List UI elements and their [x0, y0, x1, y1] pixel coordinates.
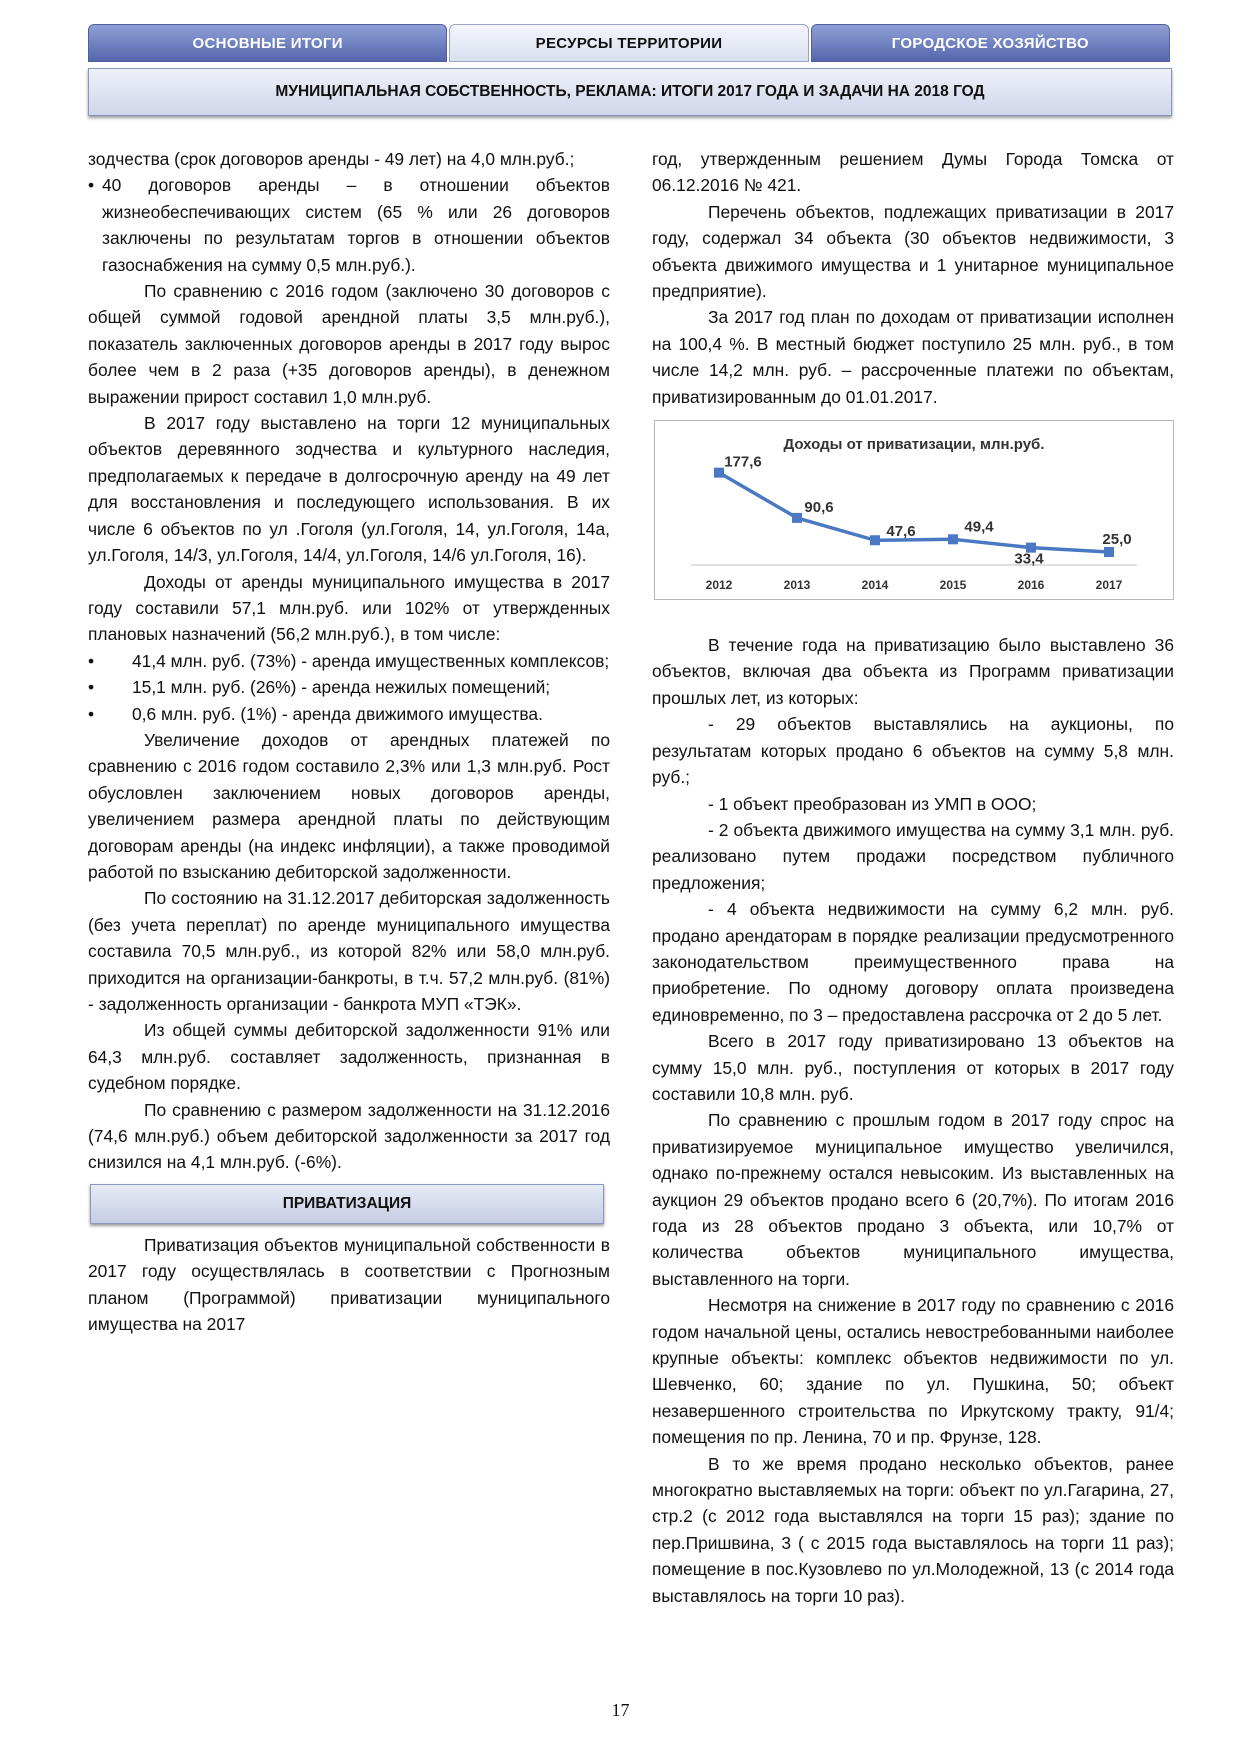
data-label-2016: 33,4	[1014, 550, 1044, 568]
data-label-2014: 47,6	[886, 523, 916, 541]
paragraph: Из общей суммы дебиторской задолженности 91% или 64,3 млн.руб. составляет задолженность, признанная в судебном порядке.	[88, 1020, 610, 1094]
page-title-banner: МУНИЦИПАЛЬНАЯ СОБСТВЕННОСТЬ, РЕКЛАМА: ИТОГИ 2017 ГОДА И ЗАДАЧИ НА 2018 ГОД	[88, 68, 1172, 116]
bullet-item	[88, 172, 610, 278]
paragraph: В то же время продано несколько объектов, ранее многократно выставляемых на торги: объект по ул.Гагарина, 27, стр.2 (с 2012 года выставлялся на торги 15 раз); здание по пер.Пришвина, 3 ( с 2015 года выставлялось на торги 11 раз); помещение в пос.Кузовлево по ул.Молодежной, 13 (с 2014 года выставлялось на торги 10 раз).	[652, 1453, 1174, 1606]
x-tick-label-2014: 2014	[861, 578, 889, 593]
x-tick-label-2015: 2015	[939, 578, 967, 593]
paragraph: Доходы от аренды муниципального имущества в 2017 году составили 57,1 млн.руб. или 102% от утвержденных плановых назначений (56,2 млн.руб.), в том числе:	[88, 571, 610, 645]
x-tick-label-2016: 2016	[1017, 578, 1045, 593]
chart-canvas	[655, 421, 1173, 599]
bullet-item	[88, 701, 610, 727]
left-column	[88, 146, 610, 1337]
bullet-marker: •	[88, 677, 95, 698]
paragraph: Несмотря на снижение в 2017 году по сравнению с 2016 годом начальной цены, остались невостребованными наиболее крупные объекты: комплекс объектов недвижимости по ул. Шевченко, 60; здание по ул. Пушкина, 50; объект незавершенного строительства по Иркутскому тракту, 91/4; помещения по пр. Ленина, 70 и пр. Фрунзе, 128.	[652, 1295, 1174, 1448]
paragraph: зодчества (срок договоров аренды - 49 лет) на 4,0 млн.руб.;	[88, 149, 575, 169]
bullet-text: 0,6 млн. руб. (1%) - аренда движимого имущества.	[132, 703, 543, 724]
paragraph: - 4 объекта недвижимости на сумму 6,2 млн. руб. продано арендаторам в порядке реализации предусмотренного законодательством преимущественного права на приобретение. По одному договору оплата произведена единовременно, по 3 – предоставлена рассрочка от 2 до 5 лет.	[652, 899, 1174, 1025]
bullet-text: 40 договоров аренды – в отношении объектов жизнеобеспечивающих систем (65 % или 26 договоров заключены по результатам торгов в отношении объектов газоснабжения на сумму 0,5 млн.руб.).	[102, 175, 610, 275]
data-point-2014	[870, 535, 880, 545]
privatization-income-chart	[654, 420, 1174, 600]
data-point-2013	[792, 513, 802, 523]
data-label-2012: 177,6	[724, 453, 762, 471]
bullet-text: 41,4 млн. руб. (73%) - аренда имущественных комплексов;	[132, 650, 610, 671]
paragraph: По сравнению с размером задолженности на 31.12.2016 (74,6 млн.руб.) объем дебиторской задолженности за 2017 год снизился на 4,1 млн.руб. (-6%).	[88, 1099, 610, 1173]
paragraph: Приватизация объектов муниципальной собственности в 2017 году осуществлялась в соответствии с Прогнозным планом (Программой) приватизации муниципального имущества на 2017	[88, 1234, 610, 1335]
paragraph: - 2 объекта движимого имущества на сумму 3,1 млн. руб. реализовано путем продажи посредством публичного предложения;	[652, 819, 1174, 893]
paragraph: - 1 объект преобразован из УМП в ООО;	[708, 793, 1037, 814]
paragraph: год, утвержденным решением Думы Города Томска от 06.12.2016 № 421.	[652, 149, 1174, 196]
paragraph: По сравнению с прошлым годом в 2017 году спрос на приватизируемое муниципальное имущество увеличился, однако по-прежнему остался невысоким. Из выставленных на аукцион 29 объектов продано всего 6 (20,7%). По итогам 2016 года из 28 объектов продано 3 объекта, или 10,7% от количества объектов муниципального имущества, выставленного на торги.	[652, 1110, 1174, 1289]
data-label-2013: 90,6	[804, 498, 834, 516]
tab-main-results[interactable]: ОСНОВНЫЕ ИТОГИ	[88, 24, 447, 62]
paragraph: В 2017 году выставлено на торги 12 муниципальных объектов деревянного зодчества и культурного наследия, предполагаемых к передаче в долгосрочную аренду на 49 лет для восстановления и последующего использования. В их числе 6 объектов по ул .Гоголя (ул.Гоголя, 14, ул.Гоголя, 14а, ул.Гоголя, 14/3, ул.Гоголя, 14/4, ул.Гоголя, 14/6 ул.Гоголя, 16).	[88, 413, 610, 566]
paragraph: В течение года на приватизацию было выставлено 36 объектов, включая два объекта из Программ приватизации прошлых лет, из которых:	[652, 635, 1174, 708]
bullet-item	[88, 674, 610, 700]
paragraph: Всего в 2017 году приватизировано 13 объектов на сумму 15,0 млн. руб., поступления от которых в 2017 году составили 10,8 млн. руб.	[652, 1031, 1174, 1104]
x-tick-label-2012: 2012	[705, 578, 733, 593]
section-heading-privatization: ПРИВАТИЗАЦИЯ	[90, 1184, 604, 1224]
x-tick-label-2017: 2017	[1095, 578, 1123, 593]
page-number: 17	[611, 1700, 630, 1720]
data-label-2017: 25,0	[1102, 531, 1132, 549]
paragraph: - 29 объектов выставлялись на аукционы, по результатам которых продано 6 объектов на сумму 5,8 млн. руб.;	[652, 714, 1174, 788]
bullet-marker: •	[88, 175, 95, 196]
data-point-2017	[1104, 547, 1114, 557]
data-label-2015: 49,4	[964, 518, 994, 536]
chart-title: Доходы от приватизации, млн.руб.	[783, 436, 1045, 454]
tab-territory-resources[interactable]: РЕСУРСЫ ТЕРРИТОРИИ	[449, 24, 808, 62]
tab-city-economy[interactable]: ГОРОДСКОЕ ХОЗЯЙСТВО	[811, 24, 1170, 62]
data-point-2015	[948, 534, 958, 544]
x-tick-label-2013: 2013	[783, 578, 811, 593]
bullet-text: 15,1 млн. руб. (26%) - аренда нежилых помещений;	[132, 677, 551, 698]
bullet-item	[88, 648, 610, 674]
section-tabs	[88, 24, 1172, 62]
bullet-marker: •	[88, 650, 95, 671]
paragraph: Перечень объектов, подлежащих приватизации в 2017 году, содержал 34 объекта (30 объектов недвижимости, 3 объекта движимого имущества и 1 унитарное муниципальное предприятие).	[652, 201, 1174, 302]
data-point-2012	[714, 468, 724, 478]
paragraph: За 2017 год план по доходам от приватизации исполнен на 100,4 %. В местный бюджет поступило 25 млн. руб., в том числе 14,2 млн. руб. – рассроченные платежи по объектам, приватизированным до 01.01.2017.	[652, 307, 1174, 407]
paragraph: По состоянию на 31.12.2017 дебиторская задолженность (без учета переплат) по аренде муниципального имущества составила 70,5 млн.руб., из которой 82% или 58,0 млн.руб. приходится на организации-банкроты, в т.ч. 57,2 млн.руб. (81%) - задолженность организации - банкрота МУП «ТЭК».	[88, 888, 610, 1014]
paragraph: По сравнению с 2016 годом (заключено 30 договоров с общей суммой годовой арендной платы 3,5 млн.руб.), показатель заключенных договоров аренды в 2017 году вырос более чем в 2 раза (+35 договоров аренды), в денежном выражении прирост составил 1,0 млн.руб.	[88, 281, 610, 407]
paragraph: Увеличение доходов от арендных платежей по сравнению с 2016 годом составило 2,3% или 1,3 млн.руб. Рост обусловлен заключением новых договоров аренды, увеличением размера арендной платы по действующим договорам аренды (на индекс инфляции), а также проводимой работой по взысканию дебиторской задолженности.	[88, 729, 610, 882]
right-column	[652, 146, 1174, 1609]
bullet-marker: •	[88, 703, 95, 724]
